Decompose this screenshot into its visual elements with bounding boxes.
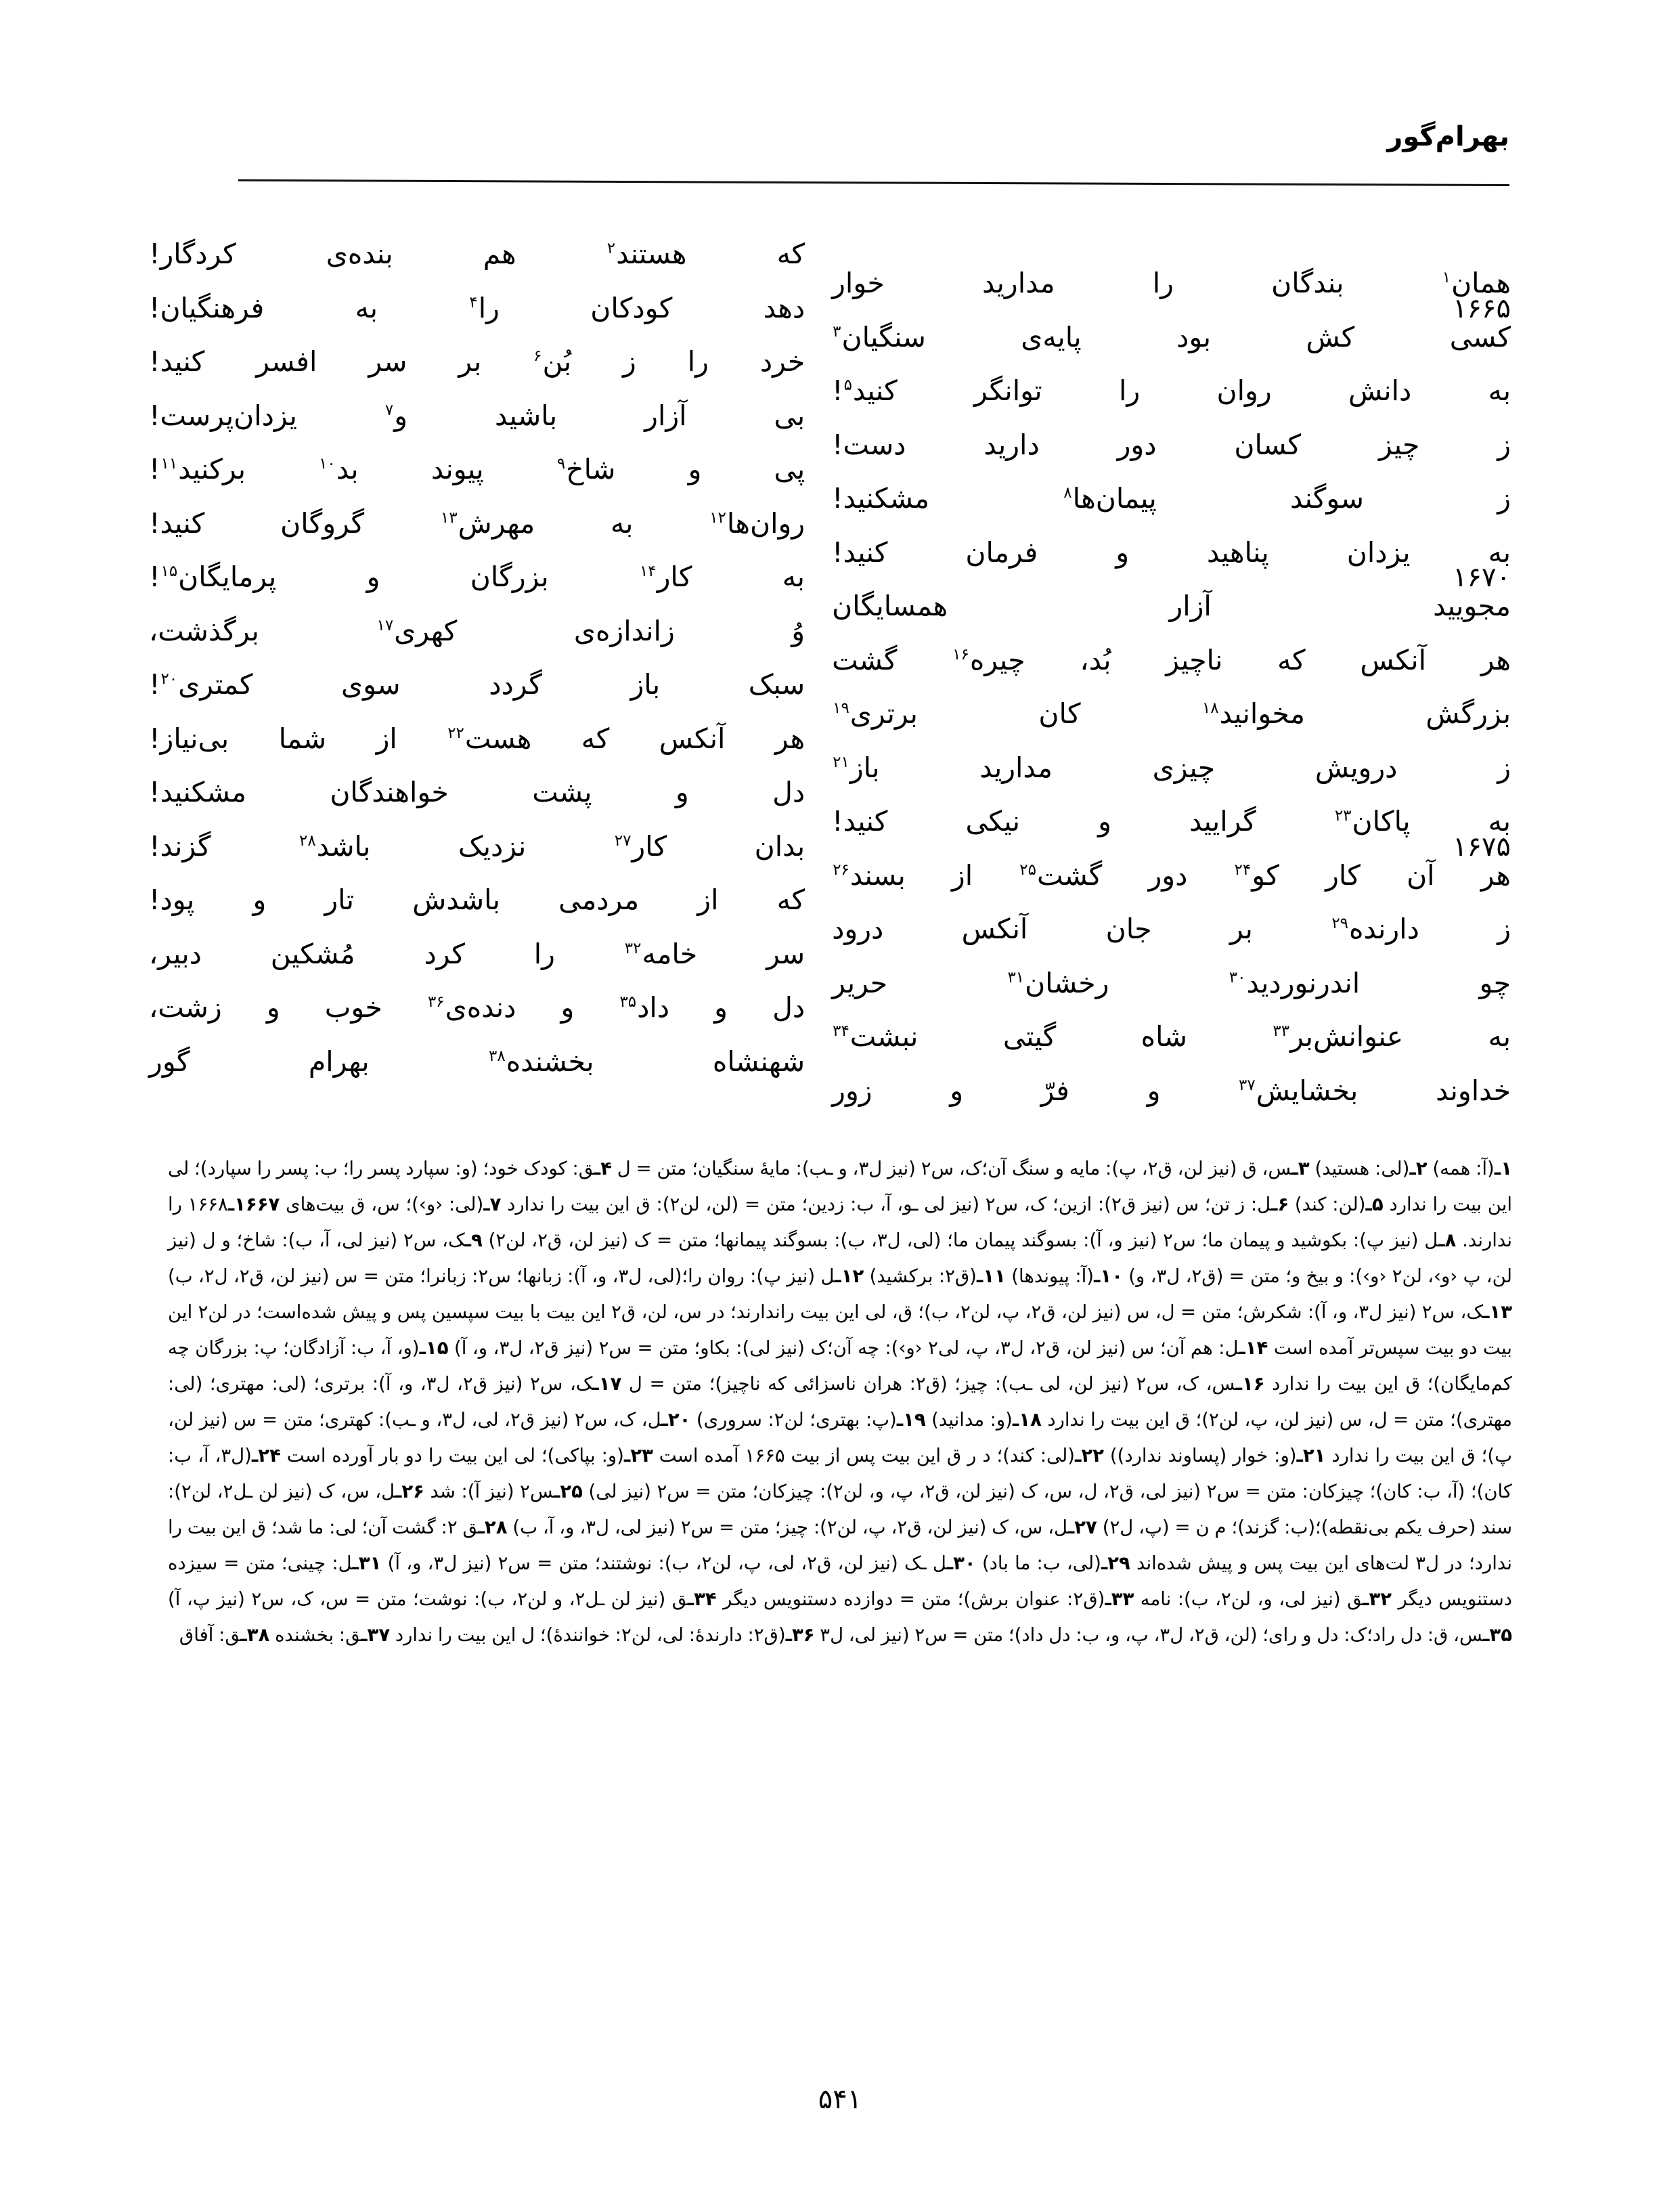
verse-word: شاه — [1141, 1020, 1187, 1053]
hemistich-second — [149, 284, 832, 324]
verse-line — [149, 984, 1511, 1053]
verse-word: زشت، — [149, 991, 222, 1024]
footnote-index: ۳۴ـ — [687, 1588, 717, 1610]
verse-word: را — [1119, 374, 1141, 408]
verse-word: جان — [1105, 913, 1152, 946]
verse-word: به — [355, 291, 378, 324]
critical-apparatus — [168, 1151, 1512, 1653]
footnote-index: ۳۷ـ — [361, 1624, 391, 1646]
footnote-index: ۵ـ — [1365, 1194, 1384, 1215]
verse-word: گور — [149, 1045, 190, 1078]
verse-word: پیمان‌ها$^۸$ — [1063, 482, 1157, 515]
verse-line — [149, 284, 1511, 353]
verse-word: شاخ$^۹$ — [556, 453, 616, 485]
verse-word: دل — [772, 776, 805, 808]
verse-word: پشت — [532, 776, 592, 808]
verse-number: ۱۶۶۵ — [1453, 292, 1511, 324]
verse-word: یزدان — [1346, 536, 1411, 569]
verse-word: باز — [630, 668, 661, 701]
verse-word: بندگان — [1271, 267, 1344, 300]
verse-word: باشید — [495, 399, 558, 432]
verse-number: ۱۶۷۵ — [1453, 831, 1511, 863]
verse-word: کار$^{۱۴}$ — [639, 561, 692, 593]
verse-word: بخشایش$^{۳۷}$ — [1239, 1074, 1358, 1107]
verse-word: پیوند — [430, 453, 484, 485]
verse-word: هست$^{۲۲}$ — [447, 722, 532, 755]
verse-word: بُد، — [1080, 643, 1111, 676]
verse-word: را$^۴$ — [469, 291, 500, 324]
verse-word: به — [1488, 805, 1511, 838]
verse-word: کنید! — [149, 345, 205, 378]
verse-word: دانش — [1348, 374, 1412, 408]
verse-line — [149, 445, 1511, 515]
verse-word: اندرنوردید$^{۳۰}$ — [1229, 966, 1361, 999]
verse-word: نزدیک — [458, 829, 527, 863]
verse-word: پود! — [149, 884, 195, 916]
footnote-index: ۳۰ـ — [946, 1552, 976, 1574]
footnote-index: ۱۷ـ — [592, 1373, 622, 1395]
verse-word: بر — [1229, 913, 1253, 946]
verse-word: زاندازه‌ی — [573, 614, 675, 647]
verse-word: بدان — [754, 829, 805, 863]
verse-word: داد$^{۳۵}$ — [619, 991, 670, 1024]
hemistich-second — [149, 715, 832, 755]
folio-number: ۵۴۱ — [818, 2084, 862, 2115]
verse-word: آنکس — [1360, 643, 1427, 676]
verse-line — [149, 230, 1511, 300]
verse-word: مدارید — [982, 267, 1055, 300]
verse-word: همسایگان — [832, 590, 948, 623]
footnote-index: ۲۵ـ — [553, 1481, 583, 1502]
verse-word: خامه$^{۳۲}$ — [624, 937, 698, 970]
verse-word: آنکس — [961, 913, 1028, 946]
verse-line — [149, 768, 1511, 838]
verse-word: به — [611, 506, 634, 540]
verse-word: ز — [1497, 913, 1511, 946]
verse-word: همان$^۱$ — [1442, 267, 1511, 300]
verse-word: به — [782, 561, 805, 593]
verse-word: خواهندگان — [330, 776, 449, 808]
verse-word: سر — [368, 345, 407, 378]
footnote-index: ۱۱ـ — [976, 1265, 1006, 1287]
verse-word: خرد — [759, 345, 805, 378]
footnote-index: ۲۹ـ — [1101, 1552, 1130, 1574]
verse-word: را — [687, 345, 709, 378]
verse-line — [149, 553, 1511, 623]
verse-word: ز — [623, 345, 636, 378]
verse-word: کار$^{۲۷}$ — [614, 829, 667, 863]
verse-word: خداوند — [1436, 1074, 1511, 1107]
verse-word: روان — [1216, 374, 1272, 408]
verse-word: بسند$^{۲۶}$ — [833, 858, 906, 892]
running-head-title: بهرام‌گور — [1387, 121, 1509, 152]
verse-word: و — [366, 561, 380, 593]
verse-word: نیکی — [965, 805, 1021, 838]
footnote-index: ۲ـ — [1409, 1158, 1428, 1179]
footnote-index: ۲۴ـ — [251, 1445, 281, 1466]
verse-word: بی‌نیاز! — [149, 722, 229, 755]
hemistich-second — [149, 607, 832, 647]
verse-word: بنده‌ی — [326, 238, 393, 270]
verse-line — [149, 930, 1511, 999]
hemistich-second — [149, 445, 832, 485]
verse-word: درود — [832, 913, 884, 946]
verse-word: باز$^{۲۱}$ — [833, 751, 880, 784]
verse-word: بزرگش — [1425, 697, 1511, 731]
footnote-index: ۲۱ـ — [1296, 1445, 1326, 1466]
verse-word: آزار — [644, 399, 687, 432]
verse-word: هر — [1480, 858, 1511, 892]
hemistich-first — [832, 1038, 1511, 1106]
verse-word: به — [1488, 536, 1511, 569]
verse-word: از — [376, 722, 397, 755]
hemistich-second — [149, 823, 832, 863]
verse-word: فرمان — [965, 536, 1038, 569]
hemistich-second — [149, 1038, 832, 1078]
footnote-index: ۳۶ـ — [785, 1624, 815, 1646]
verse-word: را — [1152, 267, 1174, 300]
footnote-index: ۱ـ — [1494, 1158, 1512, 1179]
verse-word: و — [266, 991, 280, 1024]
verse-word: یزدان‌پرست! — [149, 399, 297, 432]
verse-word: چیزی — [1152, 751, 1216, 784]
footnote-index: ۱۰ـ — [1094, 1265, 1123, 1287]
verse-word: بی — [774, 399, 805, 432]
verse-word: دارنده$^{۲۹}$ — [1331, 913, 1419, 946]
verse-word: مهرش$^{۱۳}$ — [440, 506, 535, 540]
footnote-index: ۲۷ـ — [1067, 1517, 1097, 1538]
footnote-index: ۷ـ — [483, 1194, 502, 1215]
verse-word: ز — [1497, 482, 1511, 515]
verse-line — [149, 661, 1511, 731]
verse-word: و — [1115, 536, 1129, 569]
verse-word: هستند$^۲$ — [606, 238, 687, 270]
verse-line — [149, 876, 1511, 946]
verse-word: پاکان$^{۲۳}$ — [1334, 805, 1411, 838]
verse-word: ز — [1497, 751, 1511, 784]
verse-word: شما — [278, 722, 327, 755]
hemistich-second — [149, 984, 832, 1024]
verse-word: کمتری$^{۲۰}$! — [149, 668, 253, 701]
footnote-index: ۱۹ـ — [896, 1409, 926, 1431]
verse-word: آنکس — [659, 722, 726, 755]
apparatus-paragraph: ۱ـ(آ: همه) ۲ـ(لی: هستید) ۳ـس، ق (نیز لن، ق۲، پ): مایه و سنگ آن؛ک، س۲ (نیز ل۳، و ـب): مایهٔ سنگیان؛ متن = ل ۴ـق: کودک خود؛ (و: سپارد پسر را؛ ب: پسر را سپارد)؛ لی این بیت را ندارد ۵ـ(لن: کند) ۶ـل: ز تن؛ س (نیز ق۲): ازین؛ ک، س۲ (نیز لی ـو، آ، ب: زدین؛ متن = (لن، لن۲): ق این بیت را ندارد ۷ـ(لی: ‹و›)؛ س، ق بیت‌های ۱۶۶۷ـ۱۶۶۸ را ندارند. ۸ـل (نیز پ): بکوشید و پیمان ما؛ س۲ (نیز و، آ): بسوگند پیمان ما؛ (لی، ل۳، ب): بسوگند پیمانها؛ متن = ک (نیز لن، ق۲، لن۲) ۹ـک، س۲ (نیز لی، آ، ب): شاخ؛ و ل (نیز لن، پ ‹و›، لن۲ ‹و›): و بیخ و؛ متن = (ق۲، ل۳، و) ۱۰ـ(آ: پیوندها) ۱۱ـ(ق۲: برکشید) ۱۲ـل (نیز پ): روان را؛(لی، ل۳، و، آ): زبانها؛ س۲: زبانرا؛ متن = س (نیز لن، ق۲، ل۲، ب) ۱۳ـک، س۲ (نیز ل۳، و، آ): شکرش؛ متن = ل، س (نیز لن، ق۲، پ، لن۲، ب)؛ ق، لی این بیت راندارند؛ در س، لن، ق۲ این بیت با بیت سپسین پس و پیش شده‌است؛ در لن۲ این بیت دو بیت سپس‌تر آمده است ۱۴ـل: هم آن؛ س (نیز لن، ق۲، ل۳، پ، لی۲ ‹و›): چه آن؛ک (نیز لی): بکاو؛ متن = س۲ (نیز ق۲، ل۳، و، آ) ۱۵ـ(و، آ، ب: آزادگان؛ پ: بزرگان چه کم‌مایگان)؛ ق این بیت را ندارد ۱۶ـس، ک، س۲ (نیز لن، لی ـب): چیز؛ (ق۲: هران ناسزائی که ناچیز)؛ متن = ل ۱۷ـک، س۲ (نیز ق۲، ل۳، و، آ): برتری؛ (لی: مهتری؛ (لی: مهتری)؛ متن = ل، س (نیز لن، پ، لن۲)؛ ق این بیت را ندارد ۱۸ـ(و: مدانید) ۱۹ـ(پ: بهتری؛ لن۲: سروری) ۲۰ـل، ک، س۲ (نیز ق۲، لی، ل۳، و ـب): کهتری؛ متن = س (نیز لن، پ)؛ ق این بیت را ندارد ۲۱ـ(و: خوار (پساوند ندارد)) ۲۲ـ(لی: کند)؛ د ر ق این بیت پس از بیت ۱۶۶۵ آمده است ۲۳ـ(و: بپاکی)؛ لی این بیت را دو بار آورده است ۲۴ـ(ل۳، آ، ب: کان)؛ (آ، ب: کان)؛ چیزکان: متن = س۲ (نیز لی، ق۲، ل، س، ک (نیز لن، ق۲، پ، و، لن۲): چیزکان؛ متن = س۲ (نیز لی) ۲۵ـس۲ (نیز آ): شد ۲۶ـل، س، ک (نیز لن ـل۲، لن۲): سند (حرف یکم بی‌نقطه)؛(ب: گزند)؛ م ن = (پ، ل۲) ۲۷ـل، س، ک (نیز لن، ق۲، پ، لن۲): چیز؛ متن = س۲ (نیز لی، ل۳، و، آ، ب) ۲۸ـق ۲: گشت آن؛ لی: ما شد؛ ق این بیت را ندارد؛ در ل۳ لت‌های این بیت پس و پیش شده‌اند ۲۹ـ(لی، ب: ما باد) ۳۰ـل ـک (نیز لن، ق۲، لی، پ، لن۲، ب): نوشتند؛ متن = س۲ (نیز ل۳، و، آ) ۳۱ـل: چینی؛ متن = سیزده دستنویس دیگر ۳۲ـق (نیز لی، و، لن۲، ب): نامه ۳۳ـ(ق۲: عنوان برش)؛ متن = دوازده دستنویس دیگر ۳۴ـق (نیز لن ـل۲، و لن۲، ب): نوشت؛ متن = س، ک، س۲ (نیز پ، آ) ۳۵ـس، ق: دل راد؛ک: دل و رای؛ (لن، ق۲، ل۳، پ، و، ب: دل داد)؛ متن = س۲ (نیز لی، ل۳ ۳۶ـ(ق۲: دارندهٔ: لی، لن۲: خوانندهٔ)؛ ل این بیت را ندارد ۳۷ـق: بخشنده ۳۸ـق: آفاق — [168, 1158, 1513, 1646]
verse-word: حریر — [832, 966, 888, 999]
verse-line — [149, 338, 1511, 408]
footnote-index: ۴ـ — [594, 1158, 612, 1179]
verse-word: دبیر، — [149, 937, 202, 970]
verse-word: بخشنده$^{۳۸}$ — [489, 1045, 594, 1078]
verse-word: آن — [1407, 858, 1435, 892]
verse-word: برتری$^{۱۹}$ — [833, 697, 918, 731]
verse-word: آزار — [1169, 590, 1212, 623]
verse-word: چیز — [1378, 428, 1420, 461]
verse-word: و — [714, 991, 728, 1024]
footnote-index: ۶ـ — [1270, 1194, 1289, 1215]
verse-word: به — [1488, 374, 1511, 408]
verse-word: و — [675, 776, 689, 808]
verse-word: که — [1277, 643, 1306, 676]
verse-word: دل — [772, 991, 805, 1024]
verse-word: کنید$^۵$! — [832, 374, 898, 408]
verse-word: فرهنگیان! — [149, 291, 265, 324]
verse-word: و — [688, 453, 702, 485]
verse-line — [149, 823, 1511, 892]
verse-word: کرد — [424, 937, 465, 970]
verse-word: کان — [1038, 697, 1081, 731]
footnote-index: ۲۲ـ — [1075, 1445, 1105, 1466]
verse-word: کنید! — [832, 805, 888, 838]
footnote-index: ۲۰ـ — [661, 1409, 691, 1431]
verse-word: گزند! — [149, 829, 211, 863]
running-head — [238, 123, 1509, 188]
verse-word: خوار — [832, 267, 885, 300]
verse-word: افسر — [256, 345, 317, 378]
footnote-index: ۱۸ـ — [1012, 1409, 1042, 1431]
verse-word: درویش — [1314, 751, 1398, 784]
verse-word: پناهید — [1207, 536, 1269, 569]
footnote-index: ۱۴ـ — [1239, 1337, 1268, 1359]
verse-word: کردگار! — [149, 238, 236, 270]
verse-word: و — [1147, 1074, 1161, 1107]
verse-word: دهد — [763, 291, 805, 324]
verse-line — [149, 1038, 1511, 1107]
verse-word: سنگیان$^۳$ — [833, 320, 926, 353]
verse-word: ز — [1497, 428, 1511, 461]
verse-word: بد$^{۱۰}$ — [319, 453, 359, 485]
verse-word: توانگر — [974, 374, 1042, 408]
verse-word: بر — [458, 345, 482, 378]
verse-word: که — [581, 722, 610, 755]
verse-word: گشت — [832, 643, 898, 676]
verse-word: برکنید$^{۱۱}$! — [149, 453, 246, 485]
hemistich-second — [149, 553, 832, 593]
verse-word: دارید — [983, 428, 1040, 461]
verse-word: هر — [1480, 643, 1511, 676]
verse-word: زور — [832, 1074, 872, 1107]
verse-word: هم — [483, 238, 516, 270]
verse-word: کودکان — [590, 291, 673, 324]
footnote-index: ۲۸ـ — [478, 1517, 508, 1538]
verse-word: از — [697, 884, 719, 916]
verse-word: مشکنید! — [149, 776, 246, 808]
verse-word: کسی — [1449, 320, 1511, 353]
verse-word: کهری$^{۱۷}$ — [376, 614, 458, 647]
verse-word: دست! — [832, 428, 906, 461]
footnote-index: ۸ـ — [1438, 1229, 1457, 1251]
verse-word: کسان — [1234, 428, 1302, 461]
verse-word: کنید! — [832, 536, 888, 569]
verse-word: هر — [774, 722, 805, 755]
verse-word: سوگند — [1290, 482, 1364, 515]
footnote-index: ۳۸ـ — [240, 1624, 270, 1646]
verse-word: گردد — [489, 668, 542, 701]
verse-word: که — [776, 238, 805, 270]
hemistich-second — [149, 768, 832, 808]
verse-word: گیتی — [1002, 1020, 1057, 1053]
verse-line — [149, 500, 1511, 569]
footnote-index: ۲۳ـ — [623, 1445, 653, 1466]
verse-word: مخوانید$^{۱۸}$ — [1201, 697, 1305, 731]
verse-word: نبشت$^{۳۴}$ — [833, 1020, 919, 1053]
footnote-index: ۳ـ — [1291, 1158, 1310, 1179]
hemistich-second — [149, 876, 832, 916]
verse-line — [149, 392, 1511, 461]
verse-word: و — [1098, 805, 1111, 838]
hemistich-second — [149, 392, 832, 432]
verse-word: کنید! — [149, 506, 205, 540]
footnote-index: ۱۲ـ — [835, 1265, 864, 1287]
hemistich-second — [149, 338, 832, 378]
verse-word: گروگان — [280, 506, 365, 540]
verse-word: کو$^{۲۴}$ — [1234, 858, 1279, 892]
verse-word: باشد$^{۲۸}$ — [299, 829, 371, 863]
hemistich-second — [149, 661, 832, 701]
verse-word: رخشان$^{۳۱}$ — [1007, 966, 1109, 999]
verse-word: برگذشت، — [149, 614, 259, 647]
verse-word: فرّ — [1040, 1074, 1069, 1107]
verse-word: و — [252, 884, 267, 916]
verse-word: خوب — [324, 991, 382, 1024]
verse-word: چیره$^{۱۶}$ — [952, 643, 1025, 676]
verse-word: وُ — [791, 614, 805, 647]
footnote-index: ۱۳ـ — [1483, 1301, 1512, 1323]
hemistich-second — [149, 500, 832, 540]
footnote-index: ۱۵ـ — [419, 1337, 449, 1359]
verse-word: کش — [1306, 320, 1355, 353]
verse-word: را — [533, 937, 555, 970]
verse-word: و — [560, 991, 575, 1024]
footnote-index: ۳۱ـ — [352, 1552, 382, 1574]
verse-word: پرمایگان$^{۱۵}$! — [149, 561, 277, 593]
hemistich-second — [149, 930, 832, 970]
verse-word: مدارید — [979, 751, 1053, 784]
verse-word: مُشکین — [270, 937, 355, 970]
poem-body — [149, 230, 1511, 1107]
verse-word: و — [950, 1074, 964, 1107]
verse-word: سبک — [748, 668, 805, 701]
verse-word: بزرگان — [470, 561, 549, 593]
verse-word: باشدش — [412, 884, 501, 916]
verse-word: عنوانش‌بر$^{۳۳}$ — [1273, 1020, 1404, 1053]
footnote-index: ۱۶ـ — [1235, 1373, 1265, 1395]
verse-word: مردمی — [558, 884, 640, 916]
verse-word: چو — [1479, 966, 1511, 999]
header-rule — [238, 179, 1509, 186]
verse-word: سوی — [341, 668, 401, 701]
verse-word: و$^۷$ — [384, 399, 408, 432]
footnote-index: ۹ـ — [464, 1229, 483, 1251]
verse-word: دنده‌ی$^{۳۶}$ — [427, 991, 516, 1024]
verse-word: گرایید — [1189, 805, 1256, 838]
footnote-index: ۳۵ـ — [1483, 1624, 1512, 1646]
verse-word: از — [951, 858, 973, 892]
verse-word: کار — [1325, 858, 1361, 892]
footnote-index: ۳۲ـ — [1363, 1588, 1392, 1610]
verse-word: سر — [766, 937, 805, 970]
footnote-index: ۱۶۶۷ـ — [227, 1194, 280, 1215]
verse-word: تار — [324, 884, 355, 916]
verse-word: پایه‌ی — [1021, 320, 1082, 353]
verse-word: که — [776, 884, 805, 916]
footnote-index: ۲۶ـ — [395, 1481, 424, 1502]
verse-line — [149, 607, 1511, 676]
verse-number: ۱۶۷۰ — [1453, 562, 1511, 593]
verse-word: مجویید — [1433, 590, 1511, 623]
verse-word: بهرام — [308, 1045, 370, 1078]
verse-word: دور — [1117, 428, 1157, 461]
verse-word: پی — [774, 453, 805, 485]
footnote-index: ۳۳ـ — [1105, 1588, 1134, 1610]
verse-word: بُن$^۶$ — [533, 345, 572, 378]
verse-word: ناچیز — [1166, 643, 1223, 676]
verse-word: گشت$^{۲۵}$ — [1019, 858, 1103, 892]
verse-word: شهنشاه — [712, 1045, 805, 1078]
hemistich-second — [149, 230, 832, 270]
verse-word: به — [1488, 1020, 1511, 1053]
verse-line — [149, 715, 1511, 784]
verse-word: مشکنید! — [832, 482, 930, 515]
verse-word: دور — [1148, 858, 1188, 892]
verse-word: روان‌ها$^{۱۲}$ — [709, 506, 805, 540]
verse-word: بود — [1176, 320, 1211, 353]
